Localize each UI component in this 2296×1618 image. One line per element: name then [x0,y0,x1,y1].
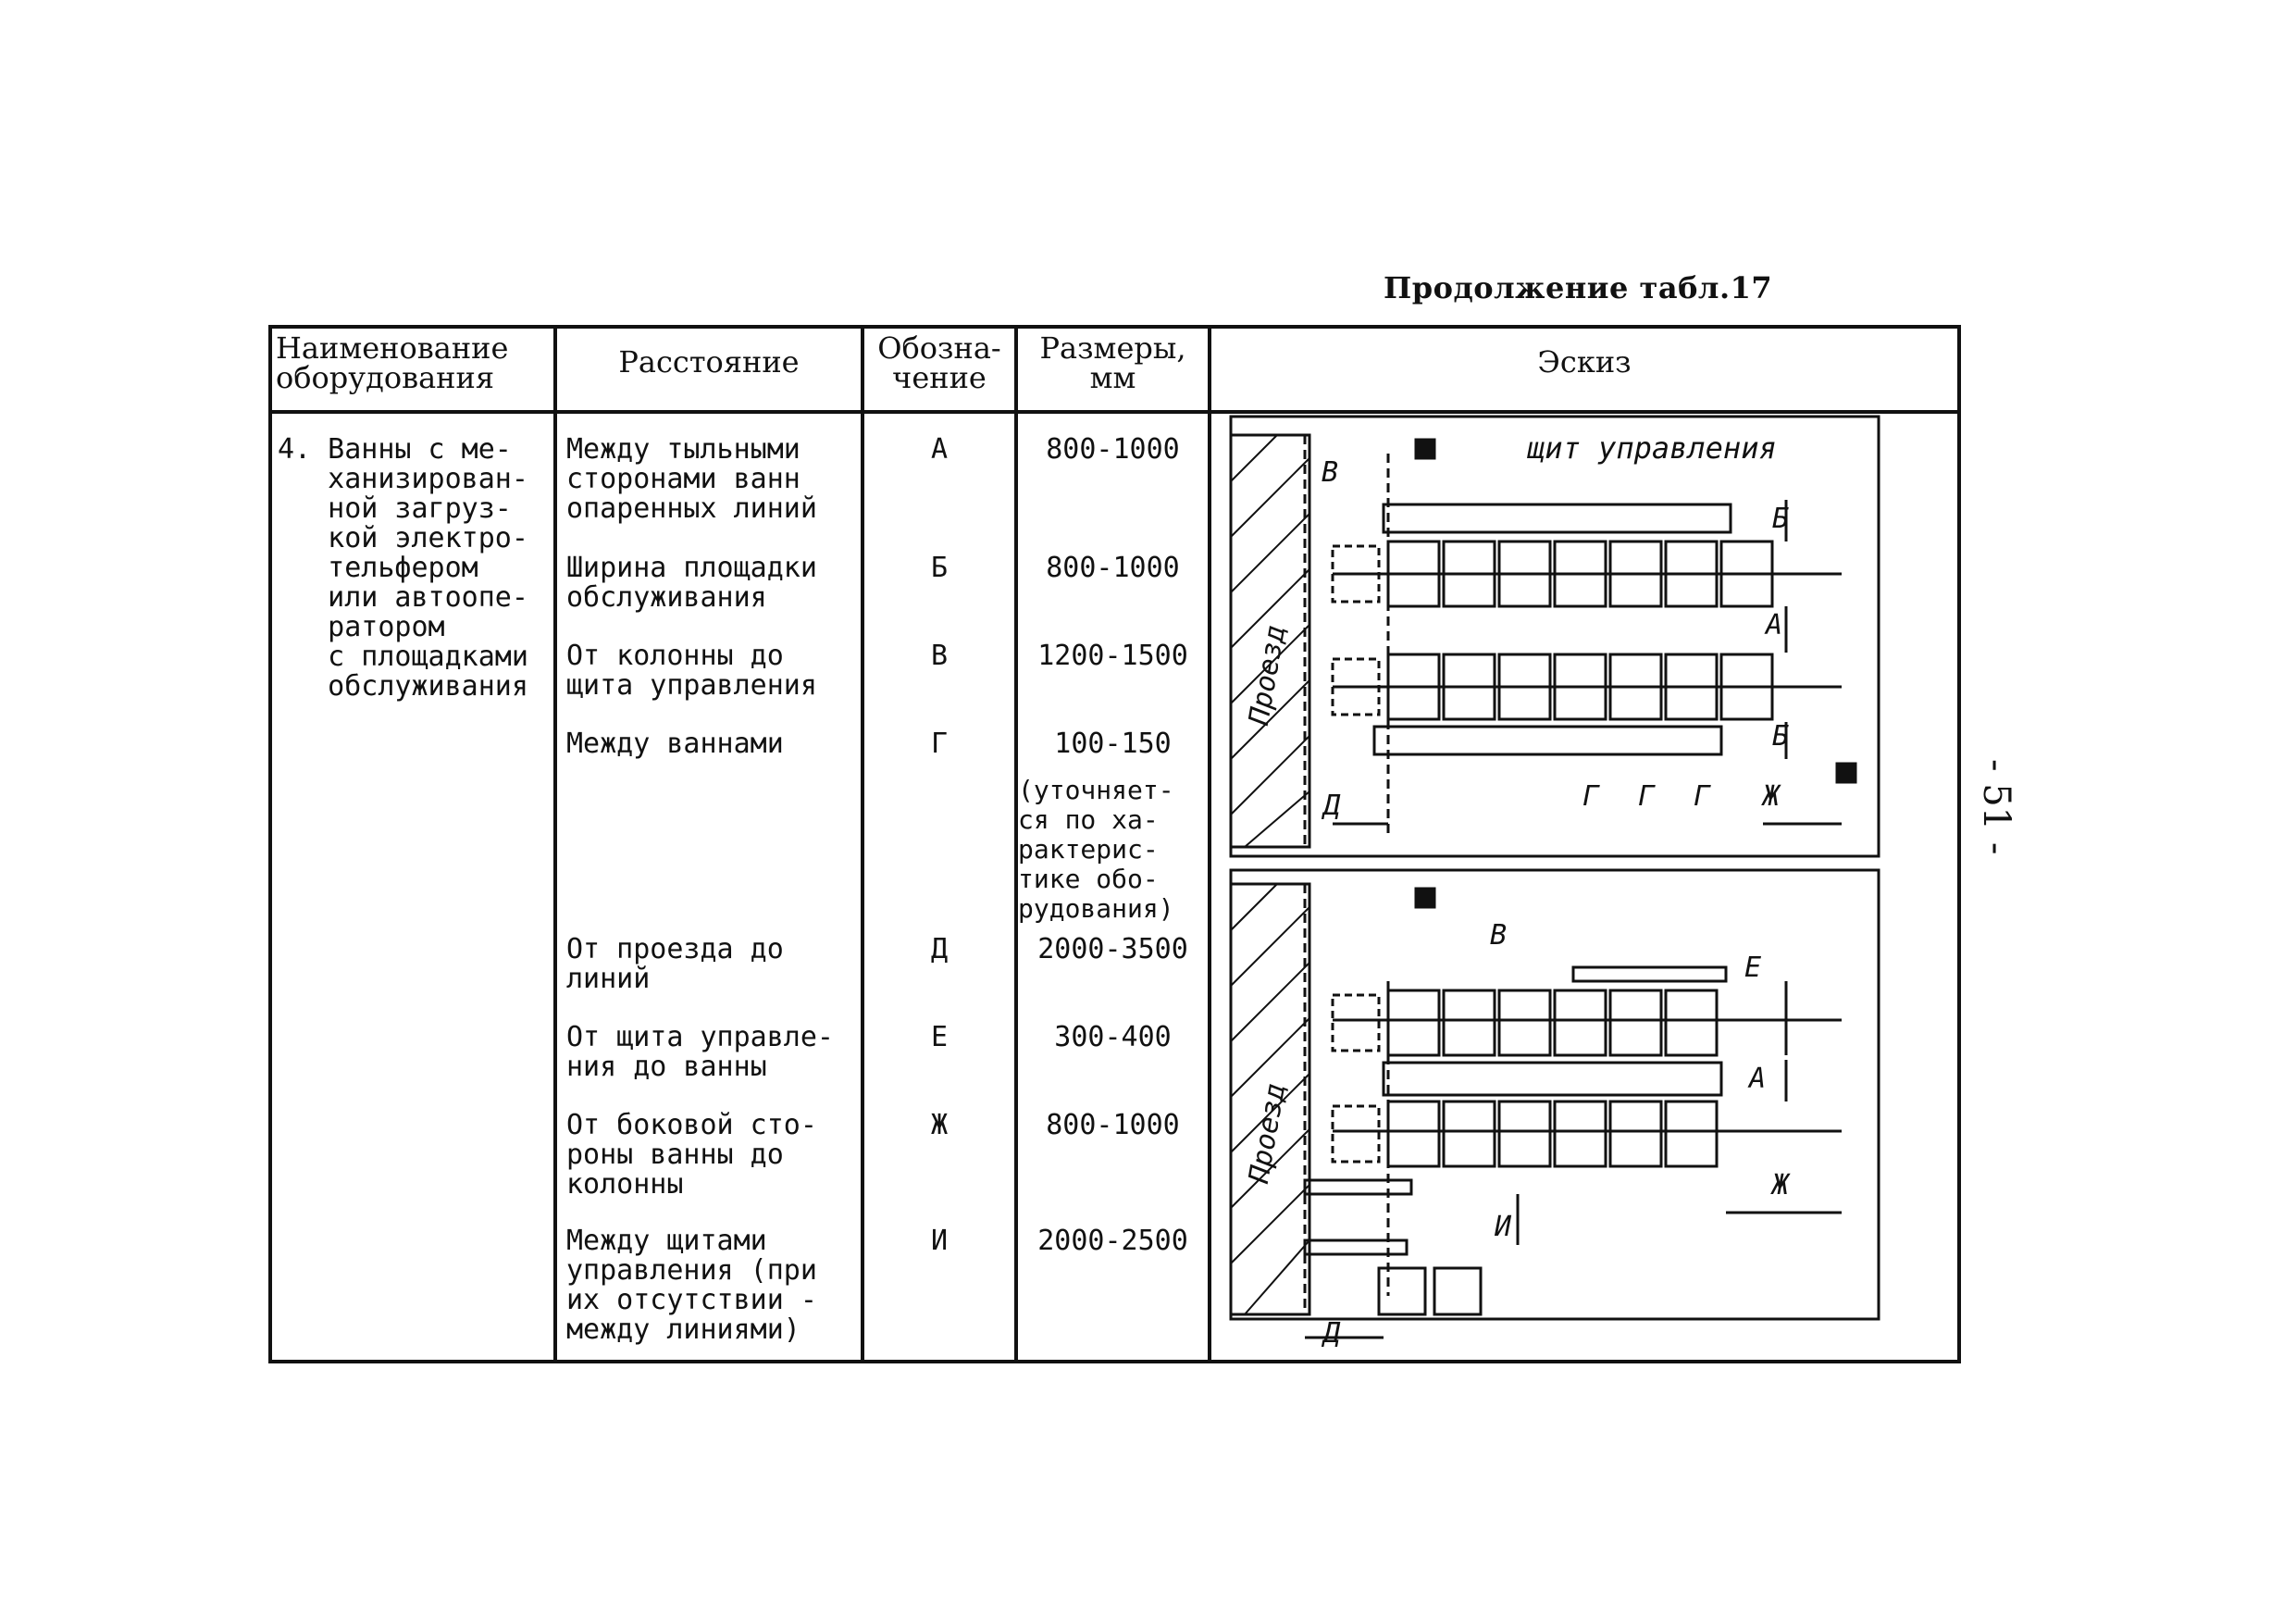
row-code: И [930,1225,949,1257]
sketch-bottom [1231,870,1879,1338]
row-code: Ж [930,1109,949,1141]
page-number: - 51 - [1975,759,2017,855]
header-distance: Расстояние [618,344,800,380]
sketch-dim-a: А [1749,1063,1767,1095]
sketch-dim-v: В [1322,456,1339,489]
sketch-dim-zh: Ж [1763,780,1781,813]
row-size-note: (уточняет- ся по ха- рактерис- тике обо- рудования) [1018,775,1174,924]
row-size: 800-1000 [1046,433,1180,466]
header-size: Размеры, мм [1039,330,1186,395]
row-distance: От щита управле- ния до ванны [566,1021,834,1083]
row-distance: От проезда до линий [566,933,784,995]
row-code: В [930,640,949,672]
sketch-dim-g: Г [1582,780,1600,813]
sketch-dim-d: Д [1323,1317,1341,1350]
sketch-dim-g: Г [1638,780,1656,813]
sketch-panel-label: щит управления [1527,430,1777,466]
row-distance: От боковой сто- роны ванны до колонны [566,1109,817,1201]
header-equipment: Наименование оборудования [276,330,509,395]
sketch-dim-a: А [1766,609,1783,641]
row-size: 800-1000 [1046,552,1180,584]
header-code: Обозна- чение [877,330,1001,395]
equipment-name: 4. Ванны с ме- ханизирован- ной загруз- кой электро- тельфером или автоопе- ратором с площадками обслуживания [278,433,528,703]
row-code: Б [930,552,949,584]
table-caption: Продолжение табл.17 [1384,270,1773,305]
sketch-dim-g: Г [1694,780,1711,813]
row-size: 300-400 [1054,1021,1172,1053]
sketch-dim-e: Е [1744,952,1762,984]
row-code: А [930,433,949,466]
row-size: 1200-1500 [1037,640,1188,672]
sketch-dim-b: Б [1772,720,1790,753]
row-size: 100-150 [1054,728,1172,760]
sketch-dim-i: И [1495,1211,1512,1243]
row-distance: Между ваннами [566,728,784,760]
sketch-dim-zh: Ж [1772,1169,1790,1201]
row-distance: Между тыльными сторонами ванн опаренных линий [566,433,817,525]
row-size: 2000-3500 [1037,933,1188,965]
row-code: Д [930,933,949,965]
sketch-dim-b: Б [1772,503,1790,535]
row-code: Г [930,728,949,760]
header-sketch: Эскиз [1537,344,1632,380]
row-distance: От колонны до щита управления [566,640,817,702]
sketch-dim-v: В [1490,919,1508,952]
sketch-passage-label: Проезд [1243,1080,1293,1186]
row-distance: Ширина площадки обслуживания [566,552,817,614]
row-code: Е [930,1021,949,1053]
row-distance: Между щитами управления (при их отсутствии - между линиями) [566,1225,817,1346]
sketch-dim-d: Д [1323,790,1341,822]
row-size: 2000-2500 [1037,1225,1188,1257]
row-size: 800-1000 [1046,1109,1180,1141]
sketch-passage-label: Проезд [1243,622,1293,728]
